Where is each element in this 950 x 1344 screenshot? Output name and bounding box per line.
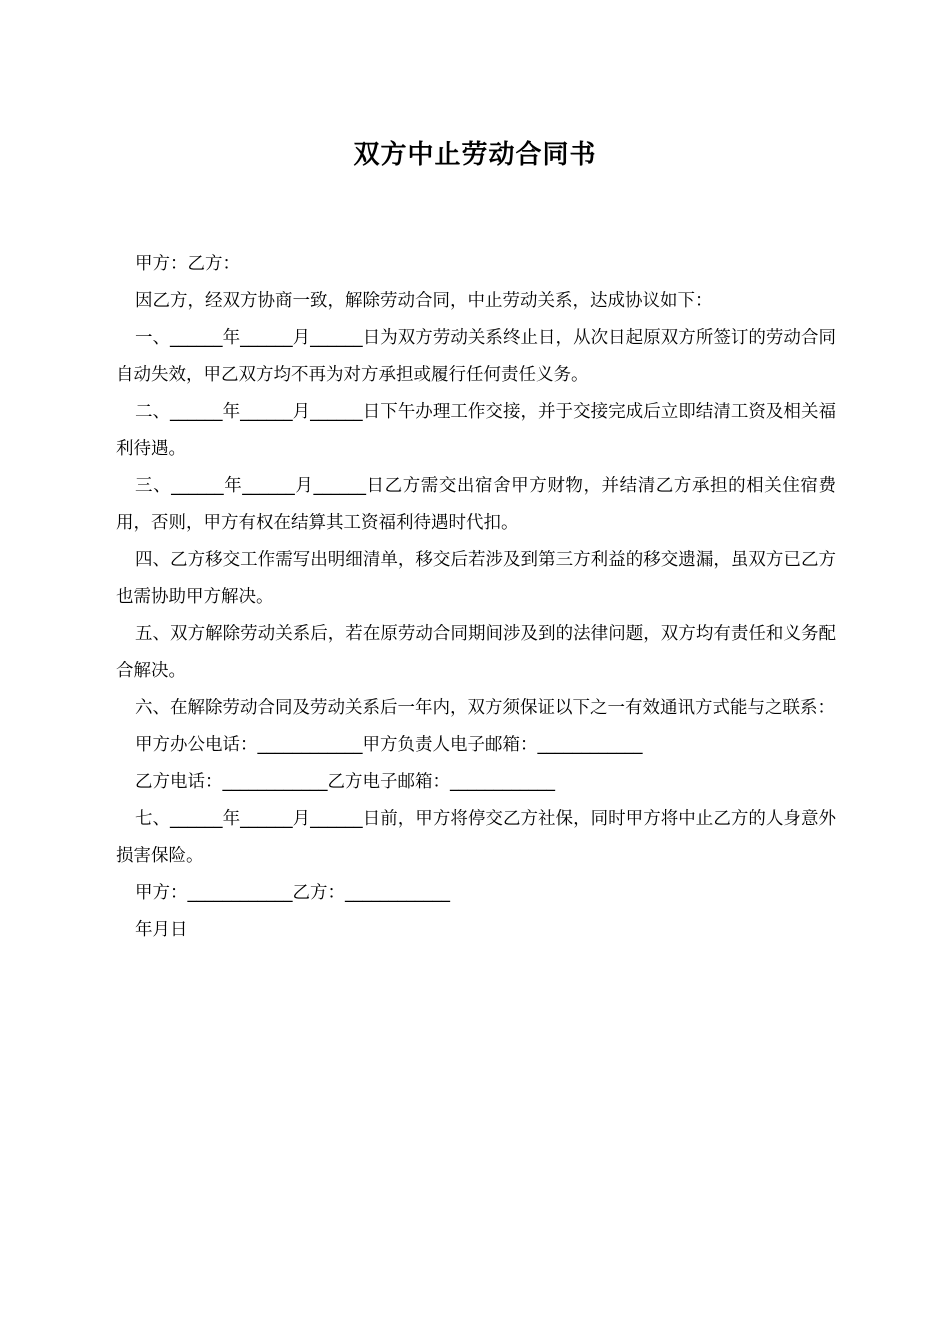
- document-title: 双方中止劳动合同书: [353, 140, 597, 170]
- clause-4: 四、乙方移交工作需写出明细清单，移交后若涉及到第三方利益的移交遗漏，虽双方已乙方也需协助甲方解决。: [116, 550, 836, 607]
- clause-2: 二、______年______月______日下午办理工作交接，并于交接完成后立即结清工资及相关福利待遇。: [116, 402, 836, 459]
- party-b-contact: 乙方电话：____________乙方电子邮箱：____________: [135, 772, 555, 792]
- clause-7: 七、______年______月______日前，甲方将停交乙方社保，同时甲方将中止乙方的人身意外损害保险。: [116, 809, 836, 866]
- clause-3: 三、______年______月______日乙方需交出宿舍甲方财物，并结清乙方承担的相关住宿费用，否则，甲方有权在结算其工资福利待遇时代扣。: [116, 476, 836, 533]
- document-body: [116, 246, 836, 949]
- clause-5: 五、双方解除劳动关系后，若在原劳动合同期间涉及到的法律问题，双方均有责任和义务配合解决。: [116, 624, 836, 681]
- party-a-contact: 甲方办公电话：____________甲方负责人电子邮箱：____________: [135, 735, 643, 755]
- date-line: 年月日: [135, 920, 188, 940]
- parties-line: 甲方：乙方：: [135, 254, 240, 274]
- preamble: 因乙方，经双方协商一致，解除劳动合同，中止劳动关系，达成协议如下：: [135, 291, 713, 311]
- clause-6: 六、在解除劳动合同及劳动关系后一年内，双方须保证以下之一有效通讯方式能与之联系：: [135, 698, 835, 718]
- clause-1: 一、______年______月______日为双方劳动关系终止日，从次日起原双方所签订的劳动合同自动失效，甲乙双方均不再为对方承担或履行任何责任义务。: [116, 328, 836, 385]
- signature-line: 甲方：____________乙方：____________: [135, 883, 450, 903]
